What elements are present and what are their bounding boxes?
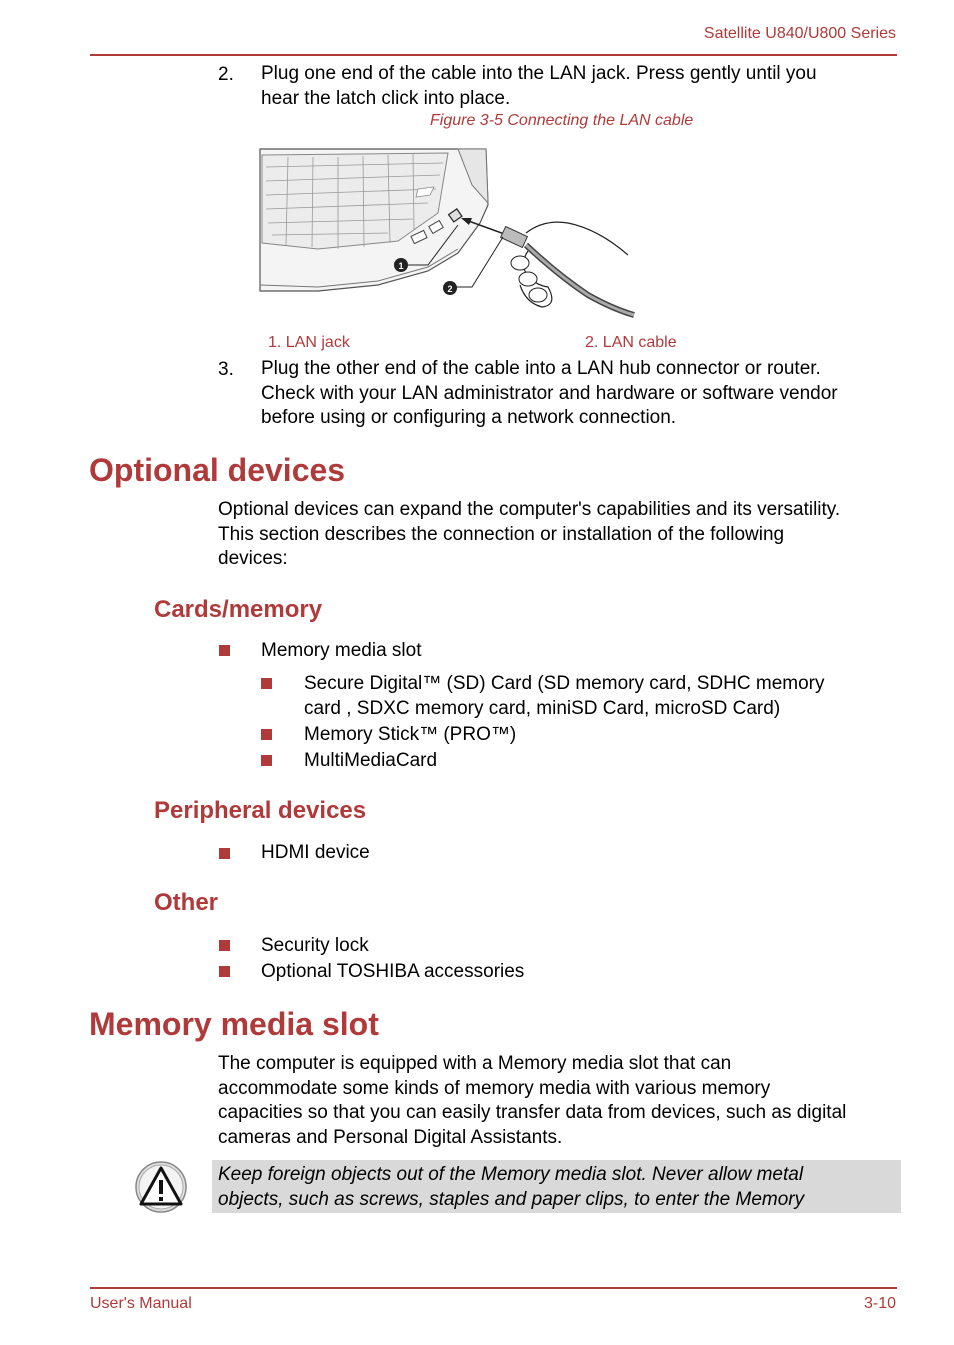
- section-title-optional-devices: Optional devices: [89, 452, 346, 488]
- list-item-line: card , SDXC memory card, miniSD Card, microSD Card): [304, 697, 781, 719]
- legend-lan-cable: 2. LAN cable: [585, 334, 677, 351]
- paragraph-line: The computer is equipped with a Memory media slot that can: [218, 1053, 732, 1074]
- step-text: [261, 62, 817, 111]
- legend-lan-jack: 1. LAN jack: [268, 334, 350, 351]
- bullet-marker: [261, 678, 272, 689]
- list-item: Memory media slot: [261, 640, 422, 661]
- step-text-line: before using or configuring a network connection.: [261, 407, 677, 428]
- step-number: 2.: [218, 64, 234, 85]
- bullet-marker: [219, 645, 230, 656]
- note-line: objects, such as screws, staples and paper clips, to enter the Memory: [218, 1188, 805, 1210]
- list-item: Memory Stick™ (PRO™): [304, 724, 517, 745]
- footer-page-number: 3-10: [863, 1295, 896, 1312]
- list-item: HDMI device: [261, 842, 370, 863]
- step-text-line: Check with your LAN administrator and hardware or software vendor: [261, 382, 838, 404]
- step-text-line: Plug the other end of the cable into a LAN hub connector or router.: [261, 358, 821, 379]
- note-line: Keep foreign objects out of the Memory media slot. Never allow metal: [218, 1164, 804, 1185]
- header-rule: [90, 54, 897, 56]
- paragraph-line: This section describes the connection or installation of the following: [218, 523, 785, 545]
- subsection-title-other: Other: [154, 889, 219, 916]
- section-title-memory-media-slot: Memory media slot: [89, 1006, 379, 1042]
- memory-slot-paragraph: [218, 1052, 846, 1150]
- callout-2-label: 2: [447, 284, 453, 294]
- step-text: [261, 357, 838, 431]
- header-title: Satellite U840/U800 Series: [703, 25, 896, 42]
- bullet-marker: [219, 966, 230, 977]
- callout-1-label: 1: [398, 261, 404, 271]
- warning-icon: [134, 1160, 188, 1214]
- bullet-marker: [261, 729, 272, 740]
- list-item: [304, 672, 825, 721]
- step-text-line: hear the latch click into place.: [261, 87, 511, 109]
- list-item-line: Secure Digital™ (SD) Card (SD memory card, SDHC memory: [304, 673, 825, 694]
- subsection-title-peripheral-devices: Peripheral devices: [154, 797, 367, 824]
- paragraph-line: cameras and Personal Digital Assistants.: [218, 1126, 563, 1148]
- optional-devices-intro: [218, 498, 840, 572]
- list-item: Optional TOSHIBA accessories: [261, 961, 525, 982]
- lan-cable-illustration: [258, 145, 638, 323]
- bullet-marker: [219, 848, 230, 859]
- step-text-line: Plug one end of the cable into the LAN jack. Press gently until you: [261, 63, 817, 84]
- bullet-marker: [261, 755, 272, 766]
- figure-caption: Figure 3-5 Connecting the LAN cable: [430, 112, 694, 129]
- step-number: 3.: [218, 359, 234, 380]
- paragraph-line: devices:: [218, 548, 288, 569]
- bullet-marker: [219, 940, 230, 951]
- footer-manual-label: User's Manual: [90, 1295, 192, 1312]
- subsection-title-cards-memory: Cards/memory: [154, 596, 323, 623]
- footer-rule: [90, 1287, 897, 1289]
- list-item: Security lock: [261, 935, 369, 956]
- paragraph-line: Optional devices can expand the computer's capabilities and its versatility.: [218, 499, 841, 520]
- list-item: MultiMediaCard: [304, 750, 438, 771]
- paragraph-line: capacities so that you can easily transfer data from devices, such as digital: [218, 1102, 847, 1123]
- note-text: [218, 1163, 878, 1212]
- paragraph-line: accommodate some kinds of memory media with various memory: [218, 1077, 771, 1099]
